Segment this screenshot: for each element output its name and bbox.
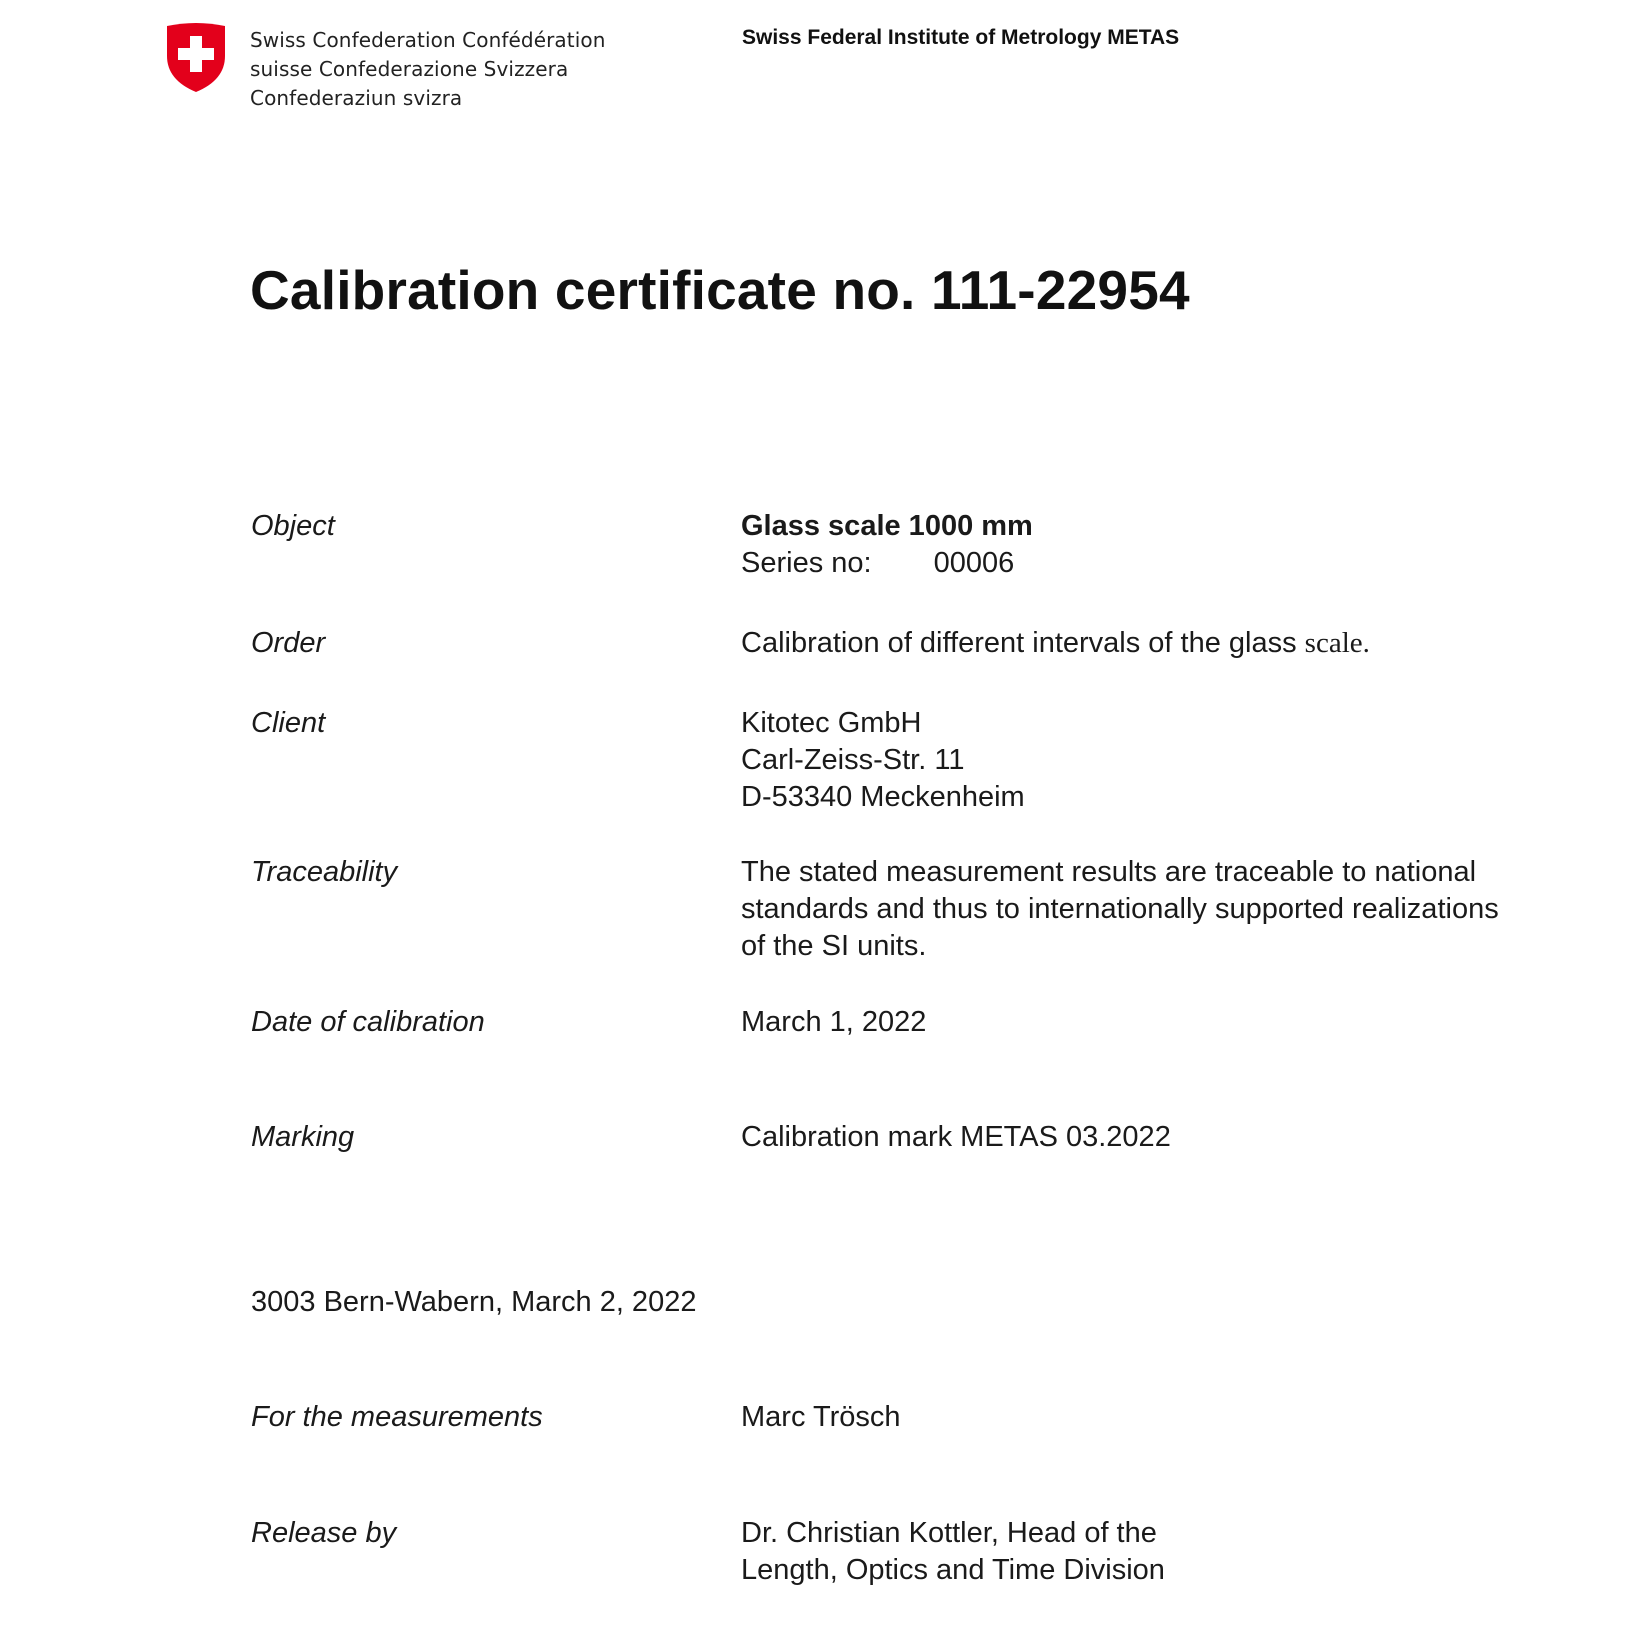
traceability-value xyxy=(741,854,1499,965)
client-line: Kitotec GmbH xyxy=(741,707,922,739)
release-line: Length, Optics and Time Division xyxy=(741,1554,1165,1586)
date-of-calibration-label: Date of calibration xyxy=(251,1006,485,1038)
client-label: Client xyxy=(251,707,326,739)
marking-label: Marking xyxy=(251,1121,355,1153)
traceability-label: Traceability xyxy=(251,856,398,888)
traceability-line: standards and thus to internationally supported realizations xyxy=(741,893,1499,925)
date-of-calibration-value: March 1, 2022 xyxy=(741,1006,927,1038)
order-text-main: Calibration of different intervals of the glass xyxy=(741,627,1305,659)
traceability-line: of the SI units. xyxy=(741,930,927,962)
confederation-name xyxy=(250,26,606,113)
order-text-tail: scale. xyxy=(1304,627,1370,659)
measurements-value: Marc Trösch xyxy=(741,1401,901,1433)
release-line: Dr. Christian Kottler, Head of the xyxy=(741,1517,1157,1549)
series-row xyxy=(741,545,1033,582)
client-line: D-53340 Meckenheim xyxy=(741,781,1025,813)
order-label: Order xyxy=(251,627,326,659)
place-and-date: 3003 Bern-Wabern, March 2, 2022 xyxy=(251,1286,697,1318)
object-name: Glass scale 1000 mm xyxy=(741,510,1033,542)
order-value xyxy=(741,625,1370,662)
swiss-cross-shield-icon xyxy=(163,22,229,94)
client-line: Carl-Zeiss-Str. 11 xyxy=(741,744,965,776)
object-label: Object xyxy=(251,510,335,542)
order-text xyxy=(741,625,1370,662)
confederation-line: suisse Confederazione Svizzera xyxy=(250,57,569,81)
measurements-label: For the measurements xyxy=(251,1401,543,1433)
object-value xyxy=(741,508,1033,582)
release-label: Release by xyxy=(251,1517,397,1549)
confederation-line: Swiss Confederation Confédération xyxy=(250,28,606,52)
series-label: Series no: xyxy=(741,547,872,579)
marking-value: Calibration mark METAS 03.2022 xyxy=(741,1121,1171,1153)
traceability-line: The stated measurement results are traceable to national xyxy=(741,856,1477,888)
confederation-line: Confederaziun svizra xyxy=(250,86,463,110)
release-value xyxy=(741,1515,1165,1589)
page-title: Calibration certificate no. 111-22954 xyxy=(250,259,1190,321)
series-number: 00006 xyxy=(933,547,1015,579)
client-value xyxy=(741,705,1025,816)
institute-name: Swiss Federal Institute of Metrology METAS xyxy=(742,26,1180,49)
